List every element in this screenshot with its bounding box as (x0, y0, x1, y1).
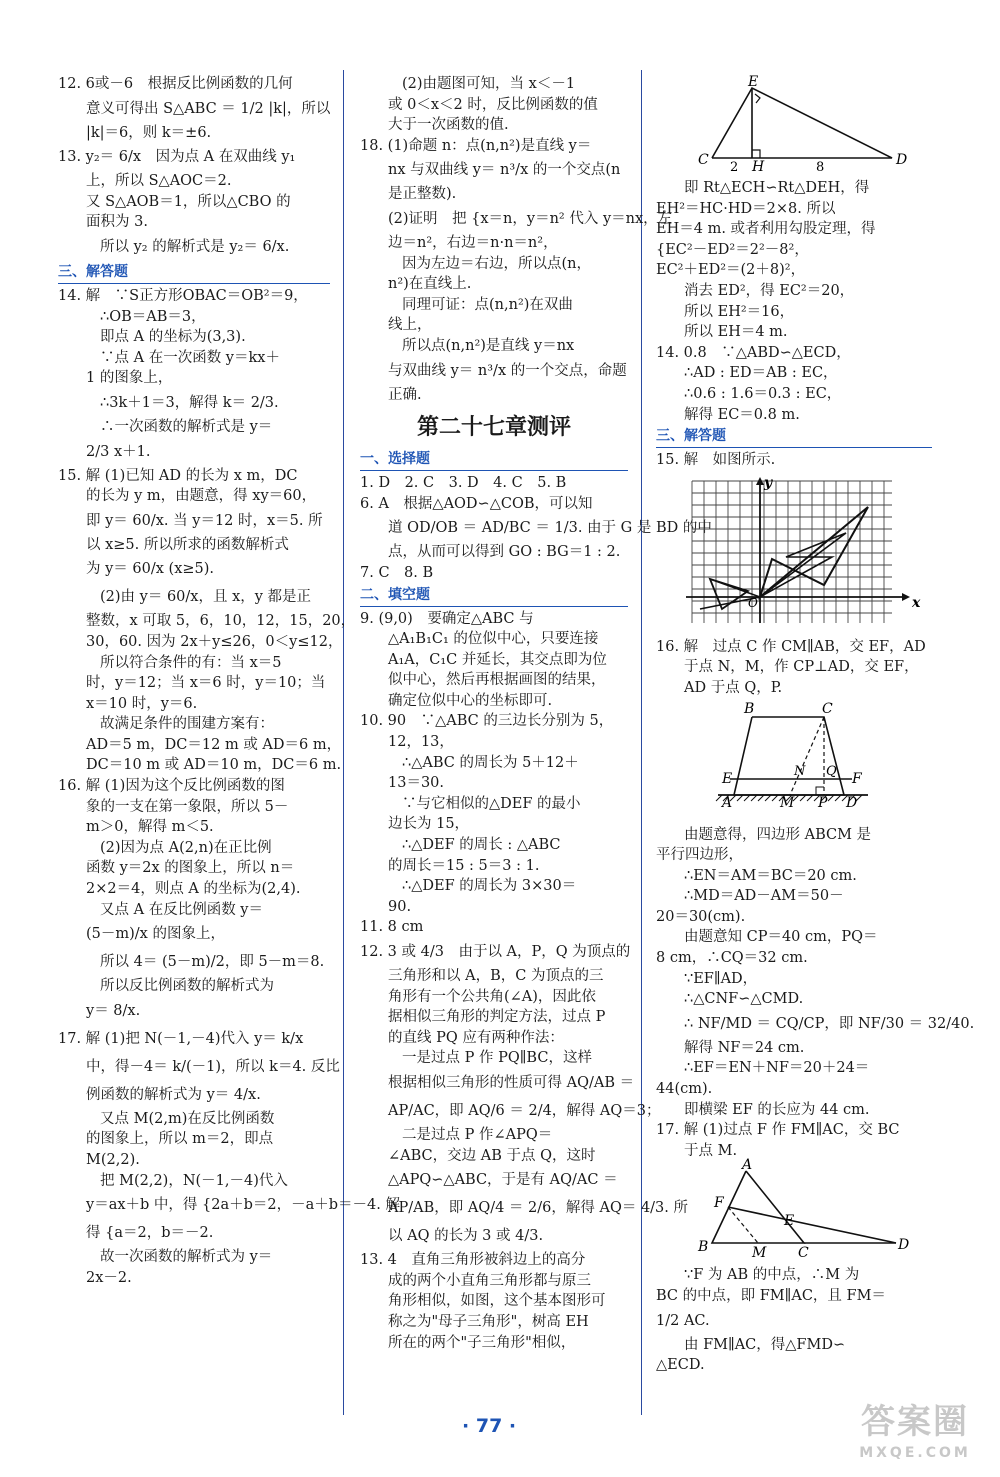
text-line: 整数，x 可取 5，6，10，12，15，20， (86, 613, 356, 630)
ground-hatch (800, 795, 806, 801)
text-line: 的直线 PQ 应有两种作法： (388, 1029, 564, 1046)
text-line: 角形相似，如图，这个基本图形可 (388, 1293, 606, 1310)
text-line: 正确. (388, 386, 422, 403)
text-line: 即点 A 的坐标为(3,3). (100, 329, 246, 346)
text-line: 17. 解 (1)把 N(－1,－4)代入 y＝ k/x (58, 1030, 304, 1047)
section-heading: 二、填空题 (360, 585, 628, 607)
text-line: |k|＝6，则 k＝±6. (86, 124, 212, 141)
label-b: B (744, 700, 755, 717)
text-line: (2)因为点 A(2,n)在正比例 (100, 839, 272, 856)
text-line: 由 FM∥AC，得△FMD∽ (684, 1336, 846, 1353)
text-line: 又点 A 在反比例函数 y＝ (100, 901, 263, 918)
text-line: 20＝30(cm). (656, 908, 746, 925)
text-line: x＝10 时，y＝6. (86, 695, 198, 712)
text-line: 所以 4＝ (5－m)/2，即 5－m＝8. (100, 954, 325, 971)
text-line: 7. C 8. B (360, 564, 434, 581)
text-line: 同理可证：点(n,n²)在双曲 (402, 296, 573, 313)
label-a: A (742, 1157, 753, 1174)
ground-hatch (835, 795, 841, 801)
text-line: 边＝n²，右边＝n·n＝n²， (388, 234, 558, 251)
label-m: M (752, 1245, 767, 1262)
ground-hatch (737, 795, 743, 801)
text-line: 二是过点 P 作∠APQ＝ (402, 1126, 553, 1143)
text-line: 又点 M(2,m)在反比例函数 (100, 1110, 275, 1127)
figure-coordinate-grid (656, 473, 932, 631)
text-line: 13. 4 直角三角形被斜边上的高分 (360, 1252, 586, 1269)
figure-triangle-fmd (656, 1157, 916, 1262)
label-origin: O (748, 595, 758, 610)
label-d: D (896, 152, 908, 168)
text-line: 成的两个小直角三角形都与原三 (388, 1272, 591, 1289)
ground-hatch (765, 795, 771, 801)
label-e: E (784, 1213, 795, 1230)
text-line: 15. 解 (1)已知 AD 的长为 x m，DC (58, 467, 298, 484)
text-line: 16. 解 过点 C 作 CM∥AB，交 EF，AD (656, 638, 926, 655)
text-line: 由题意得，四边形 ABCM 是 (684, 826, 872, 843)
text-line: DC＝10 m 或 AD＝10 m，DC＝6 m. (86, 757, 342, 774)
text-line: 12. 3 或 4/3 由于以 A，P，Q 为顶点的 (360, 944, 631, 960)
text-line: BC 的中点，即 FM∥AC，且 FM＝ (656, 1288, 886, 1304)
text-line: 16. 解 (1)因为这个反比例函数的图 (58, 778, 285, 795)
ground-hatch (772, 795, 778, 801)
text-line: AP/AC，即 AQ/6 ＝ 2/4，解得 AQ＝3； (388, 1102, 661, 1119)
text-line: 12，13， (388, 734, 454, 751)
label-h: H (752, 159, 765, 175)
text-line: 象的一支在第一象限，所以 5－ (86, 798, 289, 815)
text-line: 14. 0.8 ∵△ABD∽△ECD， (656, 344, 851, 361)
text-line: 的图象上，所以 m＝2，即点 (86, 1131, 274, 1148)
text-line: nx 与双曲线 y＝ n³/x 的一个交点(n (388, 162, 621, 179)
text-line: 平行四边形， (656, 847, 743, 864)
label-length-hd: 8 (816, 160, 825, 175)
label-c: C (822, 700, 833, 717)
text-line: ∠ABC，交边 AB 于点 Q，这时 (388, 1147, 596, 1164)
page-number-value: 77 (475, 1415, 503, 1437)
text-line: 故满足条件的围建方案有： (100, 716, 274, 733)
text-line: n²)在直线上. (388, 276, 472, 293)
watermark-logo (840, 1400, 990, 1470)
text-line: 据相似三角形的判定方法，过点 P (388, 1009, 606, 1026)
label-d: D (898, 1237, 910, 1254)
text-line: M(2,2). (86, 1152, 140, 1168)
text-line: ∴△CNF∽△CMD. (684, 991, 804, 1008)
ground-hatch (751, 795, 757, 801)
text-line: △A₁B₁C₁ 的位似中心，只要连接 (388, 631, 599, 648)
text-line: m＞0，解得 m＜5. (86, 819, 214, 836)
text-line: △APQ∽△ABC，于是有 AQ/AC ＝ (388, 1172, 618, 1189)
text-line: 因为左边＝右边，所以点(n， (402, 255, 591, 272)
label-q: Q (826, 763, 837, 779)
text-line: ∴△DEF 的周长为 3×30＝ (402, 878, 577, 895)
text-line: ∴一次函数的解析式是 y＝ (100, 418, 273, 435)
text-line: 道 OD/OB ＝ AD/BC ＝ 1/3. 由于 G 是 BD 的中 (388, 520, 712, 537)
text-line: (5－m)/x 的图象上， (86, 926, 225, 943)
watermark-text: 答案圈 (861, 1402, 969, 1442)
text-line: EC²＋ED²＝(2＋8)²， (656, 262, 806, 279)
text-line: 15. 解 如图所示. (656, 452, 776, 469)
text-line: 即横梁 EF 的长应为 44 cm. (684, 1101, 870, 1118)
page-number: · 77 · (462, 1415, 517, 1437)
text-line: AP/AB，即 AQ/4 ＝ 2/6，解得 AQ＝ 4/3. 所 (388, 1200, 689, 1217)
text-line: 函数 y＝2x 的图象上，所以 n＝ (86, 860, 295, 877)
chapter-title: 第二十七章测评 (416, 415, 571, 441)
text-line: 面积为 3. (86, 214, 148, 231)
text-line: 的周长＝15 : 5＝3 : 1. (388, 857, 540, 874)
label-d: D (846, 794, 858, 811)
text-line: ∴△DEF 的周长 : △ABC (402, 837, 561, 854)
text-line: AD 于点 Q，P. (684, 679, 783, 696)
text-line: 10. 90 ∵△ABC 的三边长分别为 5， (360, 713, 614, 730)
text-line: 即 Rt△ECH∽Rt△DEH，得 (684, 180, 870, 196)
text-line: 14. 解 ∵S正方形OBAC＝OB²＝9， (58, 287, 308, 304)
label-b: B (698, 1239, 709, 1256)
text-line: 所以符合条件的有：当 x＝5 (100, 654, 282, 671)
text-line: 由题意知 CP＝40 cm，PQ＝ (684, 929, 878, 946)
text-line: EH²＝HC·HD＝2×8. 所以 (656, 200, 836, 217)
text-line: ∵与它相似的△DEF 的最小 (402, 795, 581, 812)
text-line: ∴3k＋1＝3，解得 k＝ 2/3. (100, 394, 279, 411)
text-line: 故一次函数的解析式为 y＝ (100, 1249, 273, 1266)
label-c: C (798, 1245, 809, 1262)
text-line: A₁A，C₁C 并延长，其交点即为位 (388, 651, 607, 668)
text-line: 角形有一个公共角(∠A)，因此依 (388, 988, 596, 1005)
text-line: 即 y＝ 60/x. 当 y＝12 时，x＝5. 所 (86, 512, 323, 529)
text-line: 所在的两个"子三角形"相似， (388, 1334, 576, 1351)
text-line: 或 0＜x＜2 时，反比例函数的值 (388, 96, 598, 113)
axis-label-y: y (764, 474, 773, 491)
text-line: 边长为 15， (388, 816, 470, 833)
text-line: 是正整数). (388, 186, 457, 203)
label-n: N (794, 763, 806, 779)
text-line: 2x－2. (86, 1269, 132, 1286)
text-line: EH＝4 m. 或者利用勾股定理，得 (656, 221, 876, 238)
text-line: 线上， (388, 317, 432, 334)
text-line: △ECD. (656, 1357, 705, 1374)
text-line: (2)由题图可知，当 x＜－1 (402, 76, 576, 92)
text-line: 得 {a＝2，b＝－2. (86, 1225, 214, 1242)
text-line: ∴△ABC 的周长为 5＋12＋ (402, 754, 579, 771)
ground-hatch (744, 795, 750, 801)
text-line: 1 的图象上， (86, 370, 173, 387)
text-line: 2/3 x＋1. (86, 443, 151, 460)
section-heading: 三、解答题 (656, 426, 932, 448)
figure-right-triangle (656, 74, 916, 175)
text-line: 所以反比例函数的解析式为 (100, 978, 274, 995)
label-a: A (722, 794, 733, 811)
text-line: AD＝5 m，DC＝12 m 或 AD＝6 m， (86, 736, 342, 753)
text-line: {EC²－ED²＝2²－8²， (656, 241, 809, 258)
text-line: (2)由 y＝ 60/x，且 x，y 都是正 (100, 589, 312, 606)
ground-hatch (828, 795, 834, 801)
text-line: 13＝30. (388, 775, 445, 792)
text-line: ∵点 A 在一次函数 y＝kx＋ (100, 349, 280, 366)
text-line: ∴MD＝AD－AM＝50－ (684, 888, 844, 905)
text-line: 把 M(2,2)，N(－1,－4)代入 (100, 1172, 288, 1189)
text-line: 所以 EH＝4 m. (684, 324, 788, 341)
text-line: 例函数的解析式为 y＝ 4/x. (86, 1086, 261, 1103)
text-line: 所以 EH²＝16， (684, 303, 795, 320)
text-line: 上，所以 S△AOC＝2. (86, 173, 232, 190)
label-e: E (722, 770, 733, 787)
text-line: 的长为 y m，由题意，得 xy＝60， (86, 488, 317, 505)
text-line: 以 AQ 的长为 3 或 4/3. (388, 1228, 544, 1245)
text-line: 似中心，然后再根据画图的结果， (388, 672, 606, 689)
label-m: M (780, 794, 795, 811)
text-line: y＝ 8/x. (86, 1002, 141, 1019)
section-heading: 三、解答题 (58, 262, 330, 284)
text-line: 称之为"母子三角形"，树高 EH (388, 1313, 589, 1330)
text-line: ∴EF＝EN＋NF＝20＋24＝ (684, 1060, 870, 1077)
text-line: 中，得－4＝ k/(－1)，所以 k＝4. 反比 (86, 1058, 340, 1075)
watermark-site: MXQE.COM (859, 1445, 971, 1461)
section-heading: 一、选择题 (360, 449, 628, 471)
column-right (656, 74, 975, 1376)
text-line: 于点 M. (684, 1142, 738, 1159)
text-line: 所以 y₂ 的解析式是 y₂＝ 6/x. (100, 238, 290, 255)
text-line: 以 x≥5. 所以所求的函数解析式 (86, 536, 289, 553)
text-line: 大于一次函数的值. (388, 117, 509, 134)
text-line: 三角形和以 A，B，C 为顶点的三 (388, 968, 604, 984)
text-line: 根据相似三角形的性质可得 AQ/AB ＝ (388, 1074, 635, 1091)
text-line: 解得 EC＝0.8 m. (684, 406, 800, 423)
label-length-ch: 2 (730, 160, 739, 175)
text-line: ∴AD : ED＝AB : EC， (684, 365, 838, 382)
text-line: 意义可得出 S△ABC ＝ 1/2 |k|，所以 (86, 100, 331, 117)
text-line: 90. (388, 898, 412, 915)
text-line: 消去 ED²，得 EC²＝20， (684, 282, 855, 299)
text-line: 于点 N，M，作 CP⊥AD，交 EF， (684, 659, 919, 676)
text-line: 11. 8 cm (360, 919, 424, 936)
text-line: 17. 解 (1)过点 F 作 FM∥AC，交 BC (656, 1122, 900, 1139)
text-line: 与双曲线 y＝ n³/x 的一个交点，命题 (388, 362, 627, 379)
text-line: 又 S△AOB＝1，所以△CBO 的 (86, 193, 291, 210)
text-line: 1. D 2. C 3. D 4. C 5. B (360, 475, 567, 492)
label-c: C (698, 152, 709, 168)
text-line: 1/2 AC. (656, 1312, 710, 1329)
label-e: E (748, 74, 759, 90)
text-line: (2)证明 把 {x＝n，y＝n² 代入 y＝nx，左 (388, 210, 673, 227)
text-line: 时，y＝12；当 x＝6 时，y＝10；当 (86, 675, 326, 692)
figure-trapezoid-frame (656, 701, 916, 819)
text-line: 9. (9,0) 要确定△ABC 与 (360, 610, 534, 627)
text-line: 所以点(n,n²)是直线 y＝nx (402, 337, 575, 354)
text-line: 为 y＝ 60/x (x≥5). (86, 561, 215, 578)
text-line: 12. 6或－6 根据反比例函数的几何 (58, 76, 293, 92)
text-line: ∴OB＝AB＝3， (100, 308, 206, 325)
axis-label-x: x (912, 594, 921, 611)
text-line: 30，60. 因为 2x＋y≤26，0＜y≤12， (86, 633, 343, 650)
text-line: 2×2＝4，则点 A 的坐标为(2,4). (86, 881, 301, 898)
text-line: ∴0.6 : 1.6＝0.3 : EC， (684, 385, 842, 402)
text-line: ∴ NF/MD ＝ CQ/CP，即 NF/30 ＝ 32/40. (684, 1015, 975, 1032)
text-line: ∵F 为 AB 的中点，∴M 为 (684, 1267, 860, 1284)
text-line: 确定位似中心的坐标即可. (388, 692, 553, 709)
text-line: 18. (1)命题 n：点(n,n²)是直线 y＝ (360, 137, 592, 154)
text-line: 解得 NF＝24 cm. (684, 1039, 805, 1056)
ground-hatch (758, 795, 764, 801)
text-line: y＝ax＋b 中，得 {2a＋b＝2，－a＋b＝－4. 解 (86, 1197, 400, 1214)
text-line: 6. A 根据△AOD∽△COB，可以知 (360, 495, 593, 512)
text-line: ∴EN＝AM＝BC＝20 cm. (684, 867, 857, 884)
text-line: 一是过点 P 作 PQ∥BC，这样 (402, 1050, 592, 1067)
label-p: P (818, 794, 828, 811)
text-line: 13. y₂＝ 6/x 因为点 A 在双曲线 y₁ (58, 149, 296, 166)
text-line: 44(cm). (656, 1081, 713, 1098)
text-line: 8 cm，∴CQ＝32 cm. (656, 950, 808, 967)
ground-hatch (807, 795, 813, 801)
text-line: ∵EF∥AD， (684, 970, 758, 987)
label-f: F (852, 770, 862, 787)
label-f: F (714, 1195, 724, 1212)
text-line: 点，从而可以得到 GO : BG＝1 : 2. (388, 544, 621, 561)
